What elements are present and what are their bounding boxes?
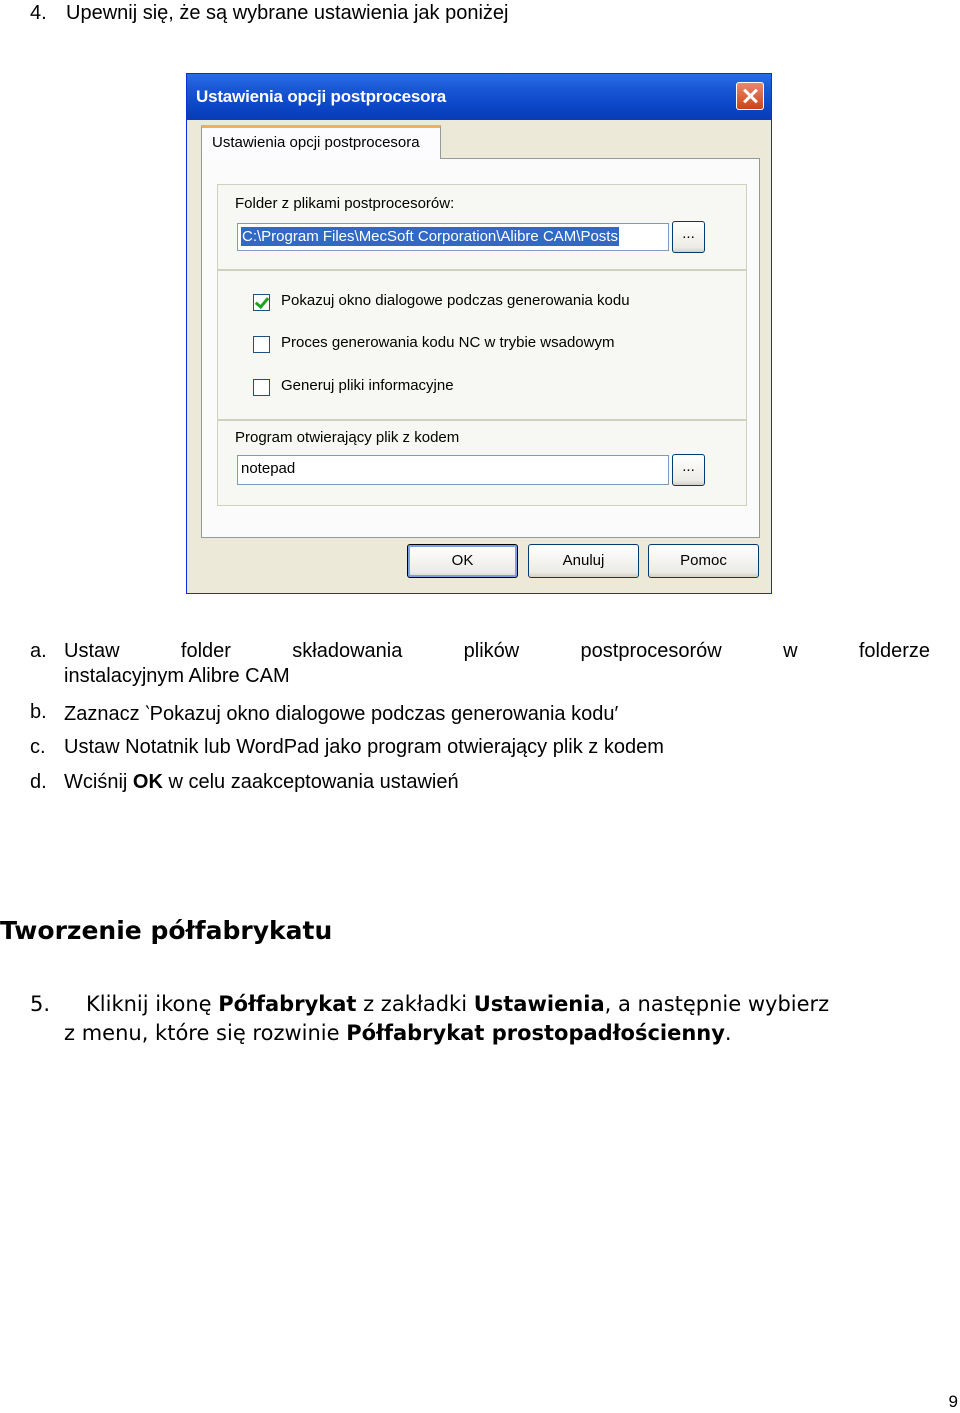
step-5-line-2: z menu, które się rozwinie Półfabrykat prostopadłościenny. [64, 1021, 732, 1045]
tab-label: Ustawienia opcji postprocesora [212, 134, 420, 151]
step-number: 4. [30, 2, 47, 24]
substep-marker: d. [30, 771, 47, 793]
step-text: Upewnij się, że są wybrane ustawienia jak poniżej [66, 2, 509, 24]
substep-text: Ustaw Notatnik lub WordPad jako program otwierający plik z kodem [64, 736, 664, 758]
cancel-button[interactable]: Anuluj [528, 544, 639, 578]
section-title: Tworzenie półfabrykatu [0, 916, 333, 945]
folder-path-input[interactable]: C:\Program Files\MecSoft Corporation\Alibre CAM\Posts [237, 223, 669, 251]
info-files-label: Generuj pliki informacyjne [281, 377, 454, 394]
step-5-line-1: 5. Kliknij ikonę Półfabrykat z zakładki Ustawienia, a następnie wybierz [30, 992, 830, 1016]
close-icon[interactable] [736, 82, 764, 110]
postprocessor-options-dialog [186, 73, 772, 594]
show-dialog-checkbox[interactable] [253, 294, 270, 311]
substep-marker: a. [30, 640, 47, 662]
substep-text: Ustaw folder składowania plików postprocesorów w folderze [64, 640, 930, 662]
program-label: Program otwierający plik z kodem [235, 429, 460, 446]
substep-marker: b. [30, 701, 47, 723]
folder-browse-button[interactable]: ... [672, 221, 705, 253]
show-dialog-label: Pokazuj okno dialogowe podczas generowania kodu [281, 292, 630, 309]
info-files-checkbox[interactable] [253, 379, 270, 396]
help-button[interactable]: Pomoc [648, 544, 759, 578]
substep-text-continued: instalacyjnym Alibre CAM [64, 665, 290, 687]
step-number: 5. [30, 992, 51, 1016]
ok-button[interactable]: OK [407, 544, 518, 578]
batch-mode-label: Proces generowania kodu NC w trybie wsadowym [281, 334, 615, 351]
step-4-heading [30, 2, 508, 25]
dialog-titlebar[interactable] [187, 74, 771, 120]
substep-marker: c. [30, 736, 46, 758]
dialog-title: Ustawienia opcji postprocesora [196, 87, 447, 106]
substep-text: Zaznacz ‵Pokazuj okno dialogowe podczas generowania kodu′ [64, 703, 619, 725]
program-browse-button[interactable]: ... [672, 454, 705, 486]
folder-label: Folder z plikami postprocesorów: [235, 195, 455, 212]
program-input[interactable]: notepad [237, 455, 669, 485]
tab-postprocessor-options[interactable] [201, 125, 441, 159]
folder-group [217, 184, 747, 270]
program-group [217, 420, 747, 506]
substep-text: Wciśnij OK w celu zaakceptowania ustawień [64, 771, 459, 793]
batch-mode-checkbox[interactable] [253, 336, 270, 353]
page-number: 9 [948, 1392, 958, 1411]
